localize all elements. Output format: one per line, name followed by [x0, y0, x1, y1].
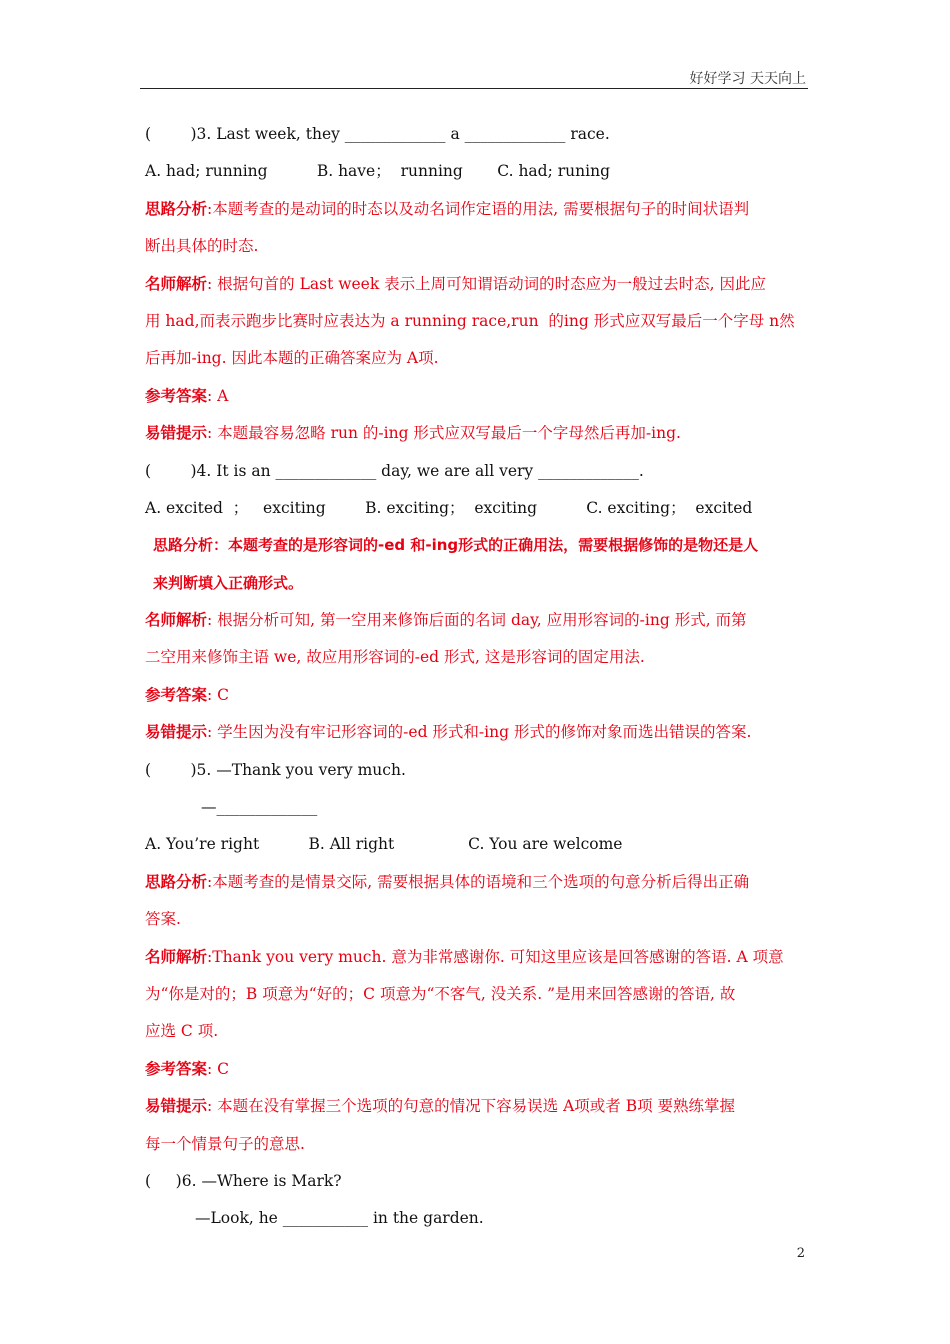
q5-answer-text: : C	[207, 1059, 230, 1078]
q3-answer-line	[145, 378, 805, 415]
q5-answer-label: 参考答案	[145, 1059, 208, 1078]
q3-question: ( )3. Last week, they _____________ a _____________ race.	[145, 125, 610, 143]
q5-tip-line2: 每一个情景句子的意思.	[145, 1134, 305, 1153]
q5-analysis-text: :本题考查的是情景交际, 需要根据具体的语境和三个选项的句意分析后得出正确	[207, 872, 750, 891]
q4-question: ( )4. It is an _____________ day, we are all very _____________.	[145, 461, 644, 480]
q5-reply: —_____________	[201, 798, 318, 817]
q3-tip-text: : 本题最容易忽略 run 的-ing 形式应双写最后一个字母然后再加-ing.	[207, 424, 681, 443]
q6-question: ( )6. —Where is Mark?	[145, 1171, 342, 1190]
q4-answer-text: : C	[207, 685, 230, 704]
q3-options: A. had; running B. have； running C. had; runing	[145, 162, 610, 181]
q5-question: ( )5. —Thank you very much.	[145, 760, 406, 779]
document-body	[145, 116, 805, 1238]
header-motto: 好好学习 天天向上	[689, 71, 806, 87]
page-number: 2	[796, 1246, 805, 1261]
q5-analysis-line1	[145, 864, 805, 901]
q5-options: A. You’re right B. All right C. You are welcome	[145, 835, 623, 854]
q4-teacher-line2: 二空用来修饰主语 we, 故应用形容词的-ed 形式, 这是形容词的固定用法.	[145, 648, 645, 667]
q5-teacher-text: :Thank you very much. 意为非常感谢你. 可知这里应该是回答感谢的答语. A 项意	[207, 947, 784, 966]
page-header	[140, 66, 808, 89]
q3-answer-text: : A	[207, 386, 229, 405]
q4-teacher-line1	[145, 602, 805, 639]
q3-teacher-label: 名师解析	[145, 274, 208, 293]
q3-teacher-line3: 后再加-ing. 因此本题的正确答案应为 A项.	[145, 349, 439, 368]
q5-teacher-line3: 应选 C 项.	[145, 1022, 219, 1041]
q3-tip-line	[145, 415, 805, 452]
q3-teacher-text: : 根据句首的 Last week 表示上周可知谓语动词的时态应为一般过去时态, 因此应	[207, 274, 767, 293]
q4-tip-text: : 学生因为没有牢记形容词的-ed 形式和-ing 形式的修饰对象而选出错误的答案.	[207, 723, 752, 742]
q5-tip-label: 易错提示	[145, 1097, 208, 1116]
q3-answer-label: 参考答案	[145, 386, 208, 405]
q3-teacher-line1	[145, 266, 805, 303]
q4-options: A. excited ； exciting B. exciting； exciting C. exciting； excited	[145, 498, 753, 517]
q5-analysis-line2: 答案.	[145, 910, 181, 929]
q4-tip-line	[145, 714, 805, 751]
q3-analysis-line1	[145, 191, 805, 228]
q6-reply: —Look, he ___________ in the garden.	[195, 1209, 484, 1228]
q5-teacher-line2: 为“你是对的；B 项意为“好的；C 项意为“不客气, 没关系. ”是用来回答感谢的答语, 故	[145, 984, 736, 1003]
q5-analysis-label: 思路分析	[145, 872, 208, 891]
q3-teacher-line2: 用 had,而表示跑步比赛时应表达为 a running race,run 的ing 形式应双写最后一个字母 n然	[145, 311, 795, 330]
q3-analysis-label: 思路分析	[145, 199, 208, 218]
q5-teacher-label: 名师解析	[145, 947, 208, 966]
q5-answer-line	[145, 1051, 805, 1088]
q3-analysis-text: :本题考查的是动词的时态以及动名词作定语的用法, 需要根据句子的时间状语判	[207, 199, 750, 218]
q4-answer-line	[145, 677, 805, 714]
q5-tip-text: : 本题在没有掌握三个选项的句意的情况下容易误选 A项或者 B项 要熟练掌握	[207, 1097, 736, 1116]
q4-answer-label: 参考答案	[145, 685, 208, 704]
q3-analysis-line2: 断出具体的时态.	[145, 237, 259, 256]
q4-analysis-line1: 思路分析：本题考查的是形容词的-ed 和-ing形式的正确用法，需要根据修饰的是物还是人	[153, 536, 759, 555]
q4-teacher-text: : 根据分析可知, 第一空用来修饰后面的名词 day, 应用形容词的-ing 形式, 而第	[207, 611, 747, 630]
q4-analysis-line2: 来判断填入正确形式。	[153, 573, 304, 592]
q3-tip-label: 易错提示	[145, 424, 208, 443]
q5-teacher-line1	[145, 939, 805, 976]
q4-teacher-label: 名师解析	[145, 611, 208, 630]
q4-tip-label: 易错提示	[145, 723, 208, 742]
q5-tip-line1	[145, 1088, 805, 1125]
